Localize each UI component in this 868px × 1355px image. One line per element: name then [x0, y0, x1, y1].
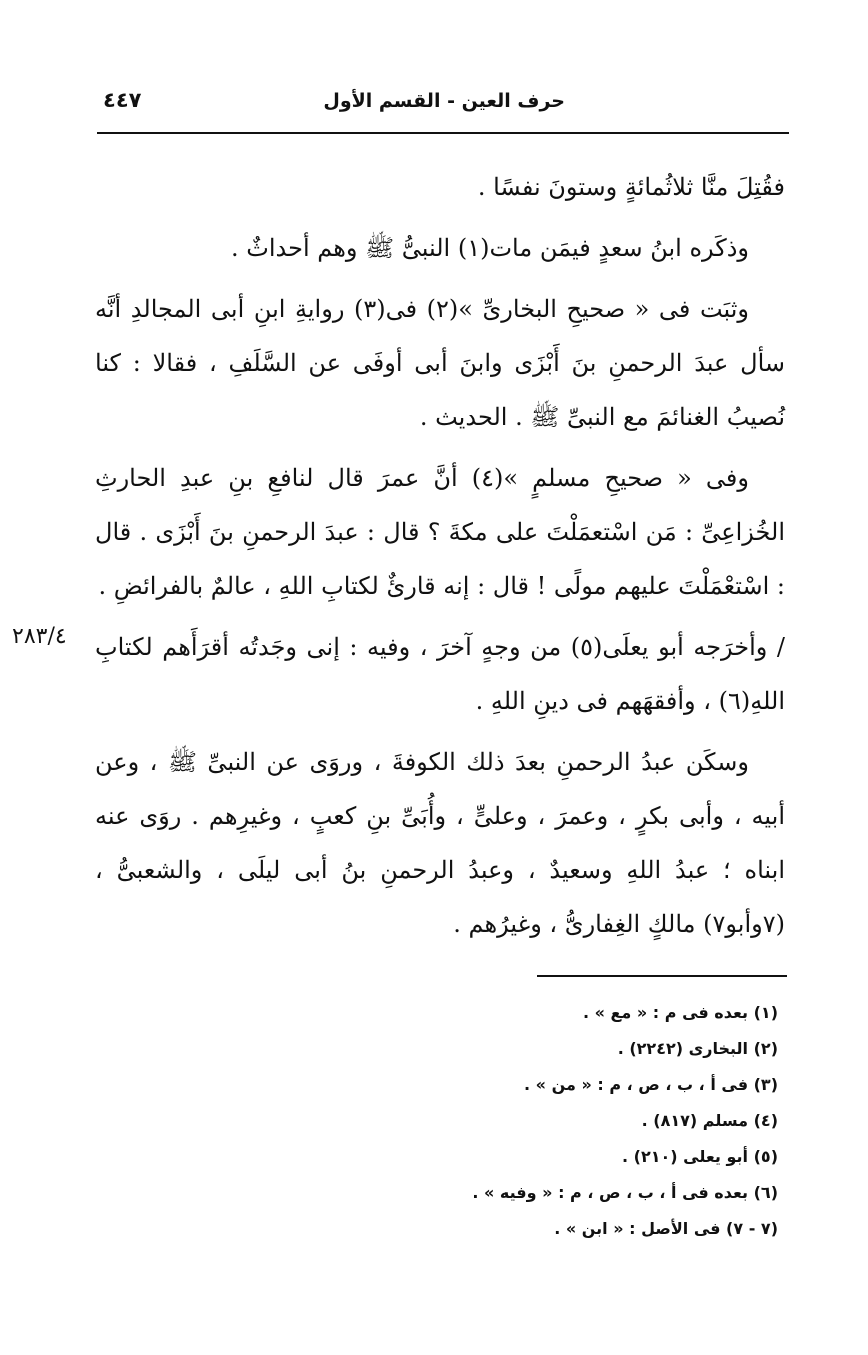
footnote-7: (٧ - ٧) فى الأصل : « ابن » . [554, 1219, 778, 1238]
running-header [95, 90, 790, 120]
page-number: ٤٤٧ [103, 88, 142, 112]
paragraph-3: وثبَت فى « صحيحِ البخارىِّ »(٢) فى(٣) روايةِ ابنِ أبى المجالدِ أنَّه سأل عبدَ الرحمنِ بنَ أَبْزَى وابنَ أبى أوفَى عن السَّلَفِ ، فقالا : كنا نُصيبُ الغنائمَ مع النبىِّ ﷺ . الحديث . [95, 295, 785, 431]
footnote-3: (٣) فى أ ، ب ، ص ، م : « من » . [524, 1075, 778, 1094]
main-text [95, 160, 785, 958]
paragraph-5: / وأخرَجه أبو يعلَى(٥) من وجهٍ آخرَ ، وفيه : إنى وجَدتُه أقرَأَهم لكتابِ اللهِ(٦) ، وأفقهَهم فى دينِ اللهِ . [95, 633, 785, 715]
footnote-4: (٤) مسلم (٨١٧) . [641, 1111, 778, 1130]
footnote-5: (٥) أبو يعلى (٢١٠) . [622, 1147, 778, 1166]
paragraph-2: وذكَره ابنُ سعدٍ فيمَن مات(١) النبىُّ ﷺ وهم أحداثٌ . [231, 234, 749, 262]
paragraph-6: وسكَن عبدُ الرحمنِ بعدَ ذلك الكوفةَ ، وروَى عن النبىِّ ﷺ ، وعن أبيه ، وأبى بكرٍ ، وعمرَ ، وعلىٍّ ، وأُبَىِّ بنِ كعبٍ ، وغيرِهم . روَى عنه ابناه ؛ عبدُ اللهِ وسعيدٌ ، وعبدُ الرحمنِ بنُ أبى ليلَى ، والشعبىُّ ، (٧وأبو٧) مالكٍ الغِفارىُّ ، وغيرُهم . [95, 748, 785, 938]
paragraph-4: وفى « صحيحِ مسلمٍ »(٤) أنَّ عمرَ قال لنافعِ بنِ عبدِ الحارثِ الخُزاعِىِّ : مَن اسْتعمَلْتَ على مكةَ ؟ قال : عبدَ الرحمنِ بنَ أَبْزَى . قال : اسْتعْمَلْتَ عليهم مولًى ! قال : إنه قارئٌ لكتابِ اللهِ ، عالمٌ بالفرائضِ . [95, 464, 785, 600]
header-rule [97, 132, 789, 134]
footnote-1: (١) بعده فى م : « مع » . [582, 1003, 778, 1022]
header-title: حرف العين - القسم الأول [323, 90, 565, 112]
footnote-rule [537, 975, 787, 977]
volume-page-marker: ٢٨٣/٤ [12, 624, 67, 649]
footnotes [300, 995, 778, 1247]
footnote-6: (٦) بعده فى أ ، ب ، ص ، م : « وفيه » . [472, 1183, 778, 1202]
footnote-2: (٢) البخارى (٢٢٤٢) . [617, 1039, 778, 1058]
paragraph-1: فقُتِلَ منَّا ثلاثُمائةٍ وستونَ نفسًا . [477, 173, 785, 201]
